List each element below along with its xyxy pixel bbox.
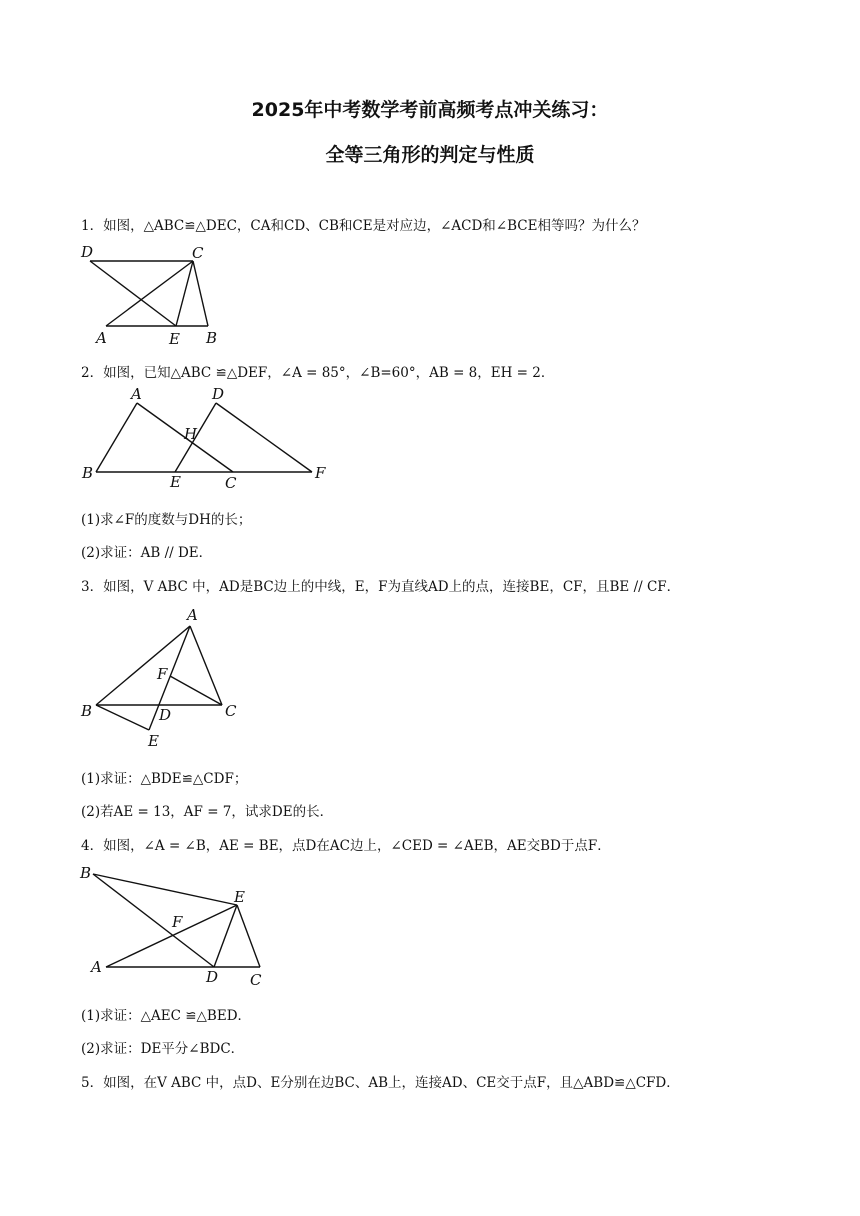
q3-label-a: A: [187, 606, 198, 624]
q4-label-d: D: [206, 968, 219, 986]
question-5-text: 5．如图，在V ABC 中，点D、E分别在边BC、AB上，连接AD、CE交于点F，且△ABD≌△CFD．: [81, 1075, 680, 1091]
q4-label-f: F: [172, 913, 183, 931]
q2-label-f: F: [315, 464, 326, 482]
q3-label-e: E: [148, 732, 159, 750]
question-4-part-1: (1)求证：△AEC ≌△BED．: [81, 1008, 252, 1024]
q1-label-e: E: [169, 330, 180, 348]
page-subtitle: 全等三角形的判定与性质: [325, 144, 535, 166]
q4-label-a: A: [91, 958, 102, 976]
q4-label-e: E: [234, 888, 245, 906]
q4-label-c: C: [250, 971, 262, 989]
q2-label-c: C: [225, 474, 237, 492]
question-2-figure: [78, 385, 338, 495]
q1-label-d: D: [81, 243, 94, 261]
q3-label-f: F: [157, 665, 168, 683]
question-1-figure: [78, 240, 238, 350]
q2-label-b: B: [82, 464, 94, 482]
question-2-text: 2．如图，已知△ABC ≌△DEF，∠A = 85°，∠B=60°，AB = 8，EH = 2．: [81, 365, 555, 381]
q1-label-c: C: [192, 244, 204, 262]
question-1-text: 1．如图，△ABC≌△DEC，CA和CD、CB和CE是对应边，∠ACD和∠BCE相等吗？为什么？: [81, 218, 646, 234]
q3-label-b: B: [81, 702, 93, 720]
question-3-figure: [78, 600, 248, 750]
q3-label-c: C: [225, 702, 237, 720]
question-4-part-2: (2)求证：DE平分∠BDC．: [81, 1041, 245, 1057]
question-3-part-2: (2)若AE = 13，AF = 7，试求DE的长．: [81, 804, 334, 820]
q1-label-a: A: [96, 329, 107, 347]
q2-label-e: E: [170, 473, 181, 491]
question-4-figure: [78, 860, 278, 990]
q4-label-b: B: [80, 864, 92, 882]
q1-label-b: B: [206, 329, 218, 347]
question-3-part-1: (1)求证：△BDE≌△CDF；: [81, 771, 248, 787]
question-3-text: 3．如图，V ABC 中，AD是BC边上的中线，E，F为直线AD上的点，连接BE，CF，且BE // CF．: [81, 579, 681, 595]
q3-label-d: D: [159, 706, 172, 724]
q2-label-h: H: [184, 425, 198, 443]
question-2-part-1: (1)求∠F的度数与DH的长；: [81, 512, 252, 528]
q2-label-d: D: [212, 385, 225, 403]
question-4-text: 4．如图，∠A = ∠B，AE = BE，点D在AC边上，∠CED = ∠AEB，AE交BD于点F．: [81, 838, 611, 854]
question-2-part-2: (2)求证：AB // DE．: [81, 545, 213, 561]
page-title: 2025年中考数学考前高频考点冲关练习：: [251, 99, 609, 121]
q2-label-a: A: [131, 385, 142, 403]
